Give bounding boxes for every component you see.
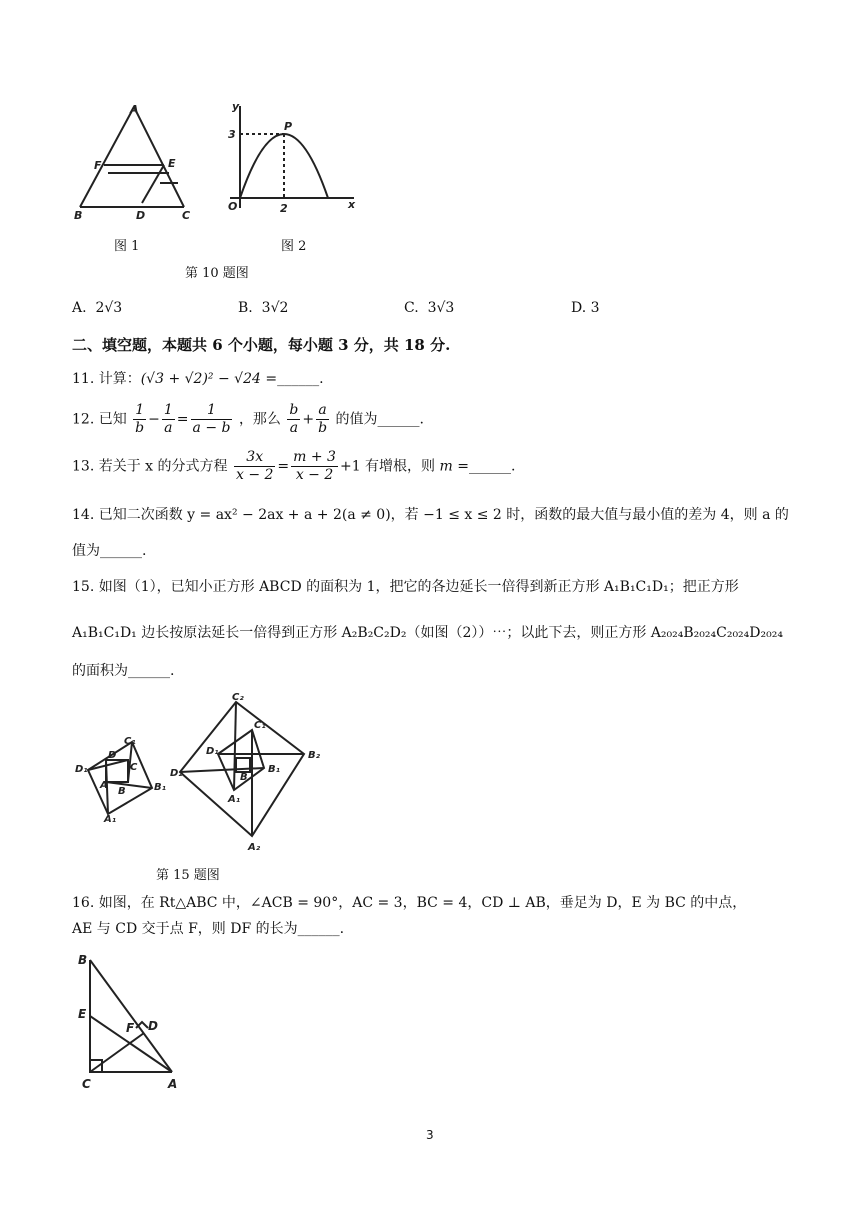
figure-10-fig2	[222, 100, 362, 220]
fig15-2-label-B2: B₂	[308, 750, 321, 761]
frac-3x-over-x-2: $\frac{3x}{x - 2}$	[235, 449, 274, 483]
fig16-label-F: F	[126, 1021, 135, 1035]
question-14-line-1: 14. 已知二次函数 y = ax² − 2ax + a + 2(a ≠ 0)，若 −1 ≤ x ≤ 2 时，函数的最大值与最小值的差为 4，则 a 的	[72, 507, 789, 523]
fig16-label-E: E	[78, 1007, 87, 1021]
fig15-2-label-B: B	[240, 772, 248, 783]
fig15-2-label-D1: D₁	[206, 746, 219, 757]
fig15-2-label-A2: A₂	[248, 842, 261, 853]
fig1-caption: 图 1	[114, 239, 140, 254]
q10-choice-c: C. 3√3	[404, 300, 455, 316]
fig2-label-P: P	[284, 120, 293, 133]
fig15-1-label-C: C	[130, 762, 138, 773]
q10-choice-a: A. 2√3	[72, 300, 123, 316]
figure-15	[72, 690, 352, 855]
page-number: 3	[426, 1128, 434, 1142]
fig1-label-F: F	[94, 159, 102, 172]
question-15-line-2: A₁B₁C₁D₁ 边长按原法延长一倍得到正方形 A₂B₂C₂D₂（如图（2））⋯；以此下去，则正方形 A₂₀₂₄B₂₀₂₄C₂₀₂₄D₂₀₂₄	[72, 625, 783, 641]
fig1-label-D: D	[136, 209, 146, 222]
fig15-2-label-B1: B₁	[268, 764, 281, 775]
question-11: 11. 计算：(√3 + √2)² − √24 =______.	[72, 371, 324, 387]
fig1-label-B: B	[74, 209, 83, 222]
question-16-line-2: AE 与 CD 交于点 F，则 DF 的长为______.	[72, 921, 345, 937]
question-16-line-1: 16. 如图，在 Rt△ABC 中，∠ACB = 90°，AC = 3，BC = 4，CD ⊥ AB，垂足为 D，E 为 BC 的中点，	[72, 895, 747, 911]
fig16-label-A: A	[168, 1077, 178, 1091]
figure-16	[72, 948, 202, 1093]
fig2-label-y: y	[232, 100, 240, 113]
question-15-line-1: 15. 如图（1），已知小正方形 ABCD 的面积为 1，把它的各边延长一倍得到新正方形 A₁B₁C₁D₁；把正方形	[72, 579, 739, 595]
frac-1-over-a-minus-b: $\frac{1}{a - b}$	[192, 402, 231, 436]
fig16-label-D: D	[148, 1019, 158, 1033]
fig15-1-label-D1: D₁	[75, 764, 88, 775]
fig15-2-label-D2: D₂	[170, 768, 183, 779]
frac-1-over-a: $\frac{1}{a}$	[163, 402, 173, 436]
fig15-1-label-B1: B₁	[154, 782, 167, 793]
fig15-1-label-A: A	[100, 780, 108, 791]
fig2-caption: 图 2	[281, 239, 307, 254]
figure-15-title: 第 15 题图	[156, 868, 220, 883]
question-15-line-3: 的面积为______.	[72, 663, 175, 679]
fig15-1-label-A1: A₁	[104, 814, 117, 825]
section-2-heading: 二、填空题，本题共 6 个小题，每小题 3 分，共 18 分.	[72, 336, 451, 354]
fig2-label-3: 3	[228, 128, 236, 141]
fig15-2-label-C2: C₂	[232, 692, 244, 703]
fig1-label-C: C	[182, 209, 191, 222]
frac-a-over-b: $\frac{a}{b}$	[318, 402, 328, 436]
fig2-label-O: O	[228, 200, 238, 213]
fig16-label-B: B	[78, 953, 88, 967]
question-13: 13. 若关于 x 的分式方程 $\frac{3x}{x - 2}$ = $\frac{m + 3}{x - 2}$ +1 有增根，则 m =______.	[72, 449, 516, 483]
fig1-label-E: E	[168, 157, 176, 170]
fig15-1-label-C1: C₁	[124, 736, 136, 747]
q10-choice-b: B. 3√2	[238, 300, 289, 316]
fig1-label-A: A	[130, 103, 139, 116]
fig15-1-label-B: B	[118, 786, 126, 797]
frac-b-over-a: $\frac{b}{a}$	[289, 402, 299, 436]
question-12: 12. 已知 $\frac{1}{b}$ − $\frac{1}{a}$ = $\frac{1}{a - b}$ ，那么 $\frac{b}{a}$ + $\frac{a}{b}$ 的值为______.	[72, 402, 424, 436]
figure-10-fig1	[72, 95, 202, 225]
frac-m3-over-x-2: $\frac{m + 3}{x - 2}$	[293, 449, 336, 483]
figure-10-title: 第 10 题图	[185, 266, 249, 281]
fig15-1-label-D: D	[108, 750, 117, 761]
q10-choice-d: D. 3	[571, 300, 600, 316]
fig15-2-label-A1: A₁	[228, 794, 241, 805]
question-14-line-2: 值为______.	[72, 543, 147, 559]
fig15-2-label-C1: C₁	[254, 720, 266, 731]
fig2-label-x: x	[348, 198, 356, 211]
fig16-label-C: C	[82, 1077, 91, 1091]
fig2-label-2: 2	[280, 202, 288, 215]
frac-1-over-b: $\frac{1}{b}$	[135, 402, 145, 436]
